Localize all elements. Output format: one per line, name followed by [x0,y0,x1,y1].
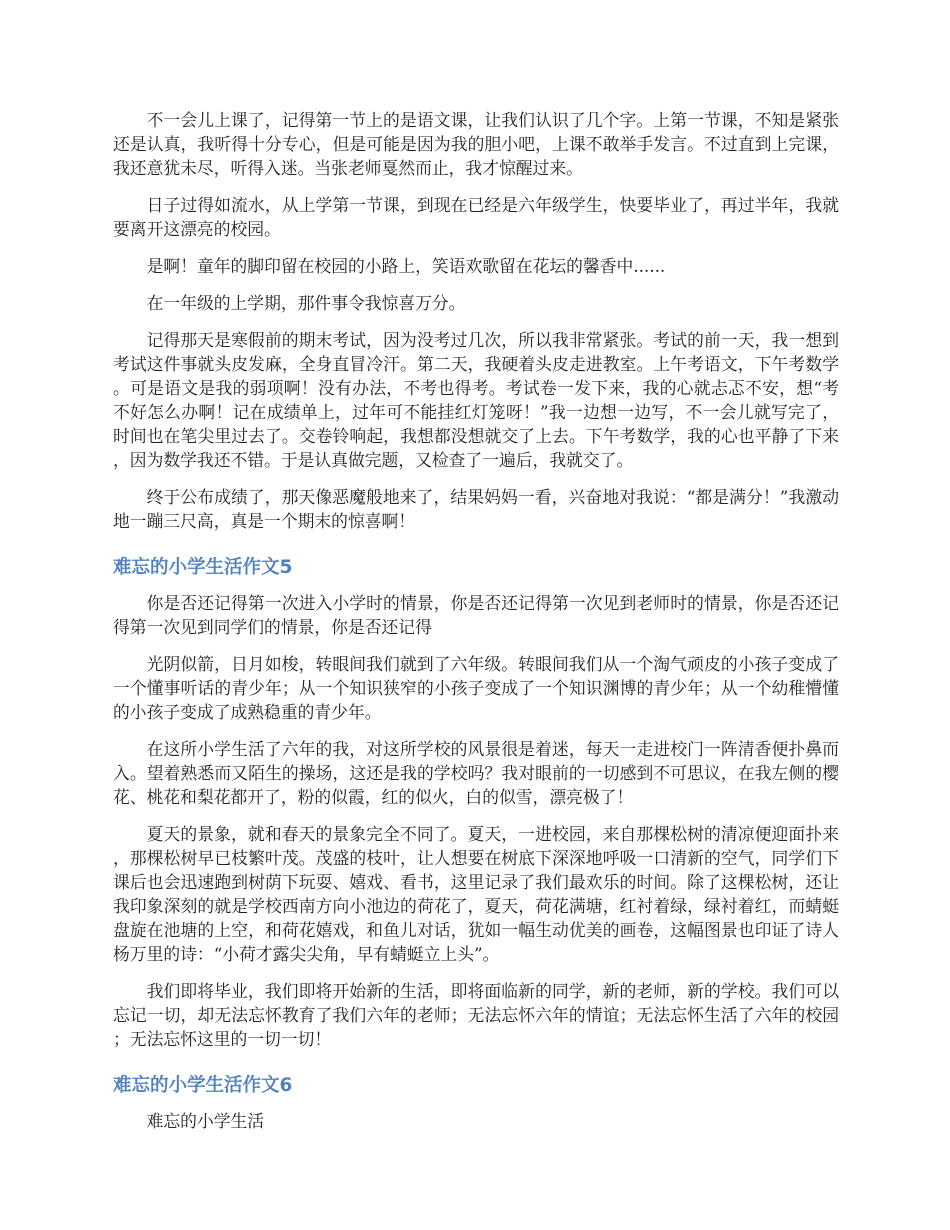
paragraph: 在这所小学生活了六年的我，对这所学校的风景很是着迷，每天一走进校门一阵清香便扑鼻而入。望着熟悉而又陌生的操场，这还是我的学校吗？我对眼前的一切感到不可思议，在我左侧的樱花、桃花和梨花都开了，粉的似霞，红的似火，白的似雪，漂亮极了！ [113,739,839,807]
paragraph: 终于公布成绩了，那天像恶魔般地来了，结果妈妈一看，兴奋地对我说：“都是满分！”我激动地一蹦三尺高，真是一个期末的惊喜啊！ [113,487,839,531]
paragraph: 难忘的小学生活 [146,1111,265,1131]
paragraph: 你是否还记得第一次进入小学时的情景，你是否还记得第一次见到老师时的情景，你是否还记得第一次见到同学们的情景，你是否还记得 [113,593,839,637]
paragraph: 夏天的景象，就和春天的景象完全不同了。夏天，一进校园，来自那棵松树的清凉便迎面扑来，那棵松树早已枝繁叶茂。茂盛的枝叶，让人想要在树底下深深地呼吸一口清新的空气，同学们下课后也会迅速跑到树荫下玩耍、嬉戏、看书，这里记录了我们最欢乐的时间。除了这棵松树，还让我印象深刻的就是学校西南方向小池边的荷花了，夏天，荷花满塘，红衬着绿，绿衬着红，而蜻蜓盘旋在池塘的上空，和荷花嬉戏，和鱼儿对话，犹如一幅生动优美的画卷，这幅图景也印证了诗人杨万里的诗：“小荷才露尖尖角，早有蜻蜓立上头”。 [113,824,839,964]
section-heading-5: 难忘的小学生活作文5 [113,557,293,578]
paragraph: 是啊！童年的脚印留在校园的小路上，笑语欢歌留在花坛的馨香中...... [146,256,666,276]
paragraph: 不一会儿上课了，记得第一节上的是语文课，让我们认识了几个字。上第一节课，不知是紧张还是认真，我听得十分专心，但是可能是因为我的胆小吧，上课不敢举手发言。不过直到上完课，我还意犹未尽，听得入迷。当张老师戛然而止，我才惊醒过来。 [113,110,839,178]
paragraph: 在一年级的上学期，那件事令我惊喜万分。 [146,293,466,313]
paragraph: 记得那天是寒假前的期末考试，因为没考过几次，所以我非常紧张。考试的前一天，我一想到考试这件事就头皮发麻，全身直冒冷汗。第二天，我硬着头皮走进教室。上午考语文，下午考数学。可是语文是我的弱项啊！没有办法，不考也得考。考试卷一发下来，我的心就忐忑不安，想“考不好怎么办啊！记在成绩单上，过年可不能挂红灯笼呀！”我一边想一边写，不一会儿就写完了，时间也在笔尖里过去了。交卷铃响起，我想都没想就交了上去。下午考数学，我的心也平静了下来，因为数学我还不错。于是认真做完题，又检查了一遍后，我就交了。 [113,330,839,470]
paragraph: 日子过得如流水，从上学第一节课，到现在已经是六年级学生，快要毕业了，再过半年，我就要离开这漂亮的校园。 [113,195,839,239]
section-heading-6: 难忘的小学生活作文6 [113,1075,293,1096]
paragraph: 我们即将毕业，我们即将开始新的生活，即将面临新的同学，新的老师，新的学校。我们可以忘记一切，却无法忘怀教育了我们六年的老师；无法忘怀六年的情谊；无法忘怀生活了六年的校园；无法忘怀这里的一切一切！ [113,981,839,1049]
document-page [113,108,839,1146]
paragraph: 光阴似箭，日月如梭，转眼间我们就到了六年级。转眼间我们从一个淘气顽皮的小孩子变成了一个懂事听话的青少年；从一个知识狭窄的小孩子变成了一个知识渊博的青少年；从一个幼稚懵懂的小孩子变成了成熟稳重的青少年。 [113,654,839,722]
